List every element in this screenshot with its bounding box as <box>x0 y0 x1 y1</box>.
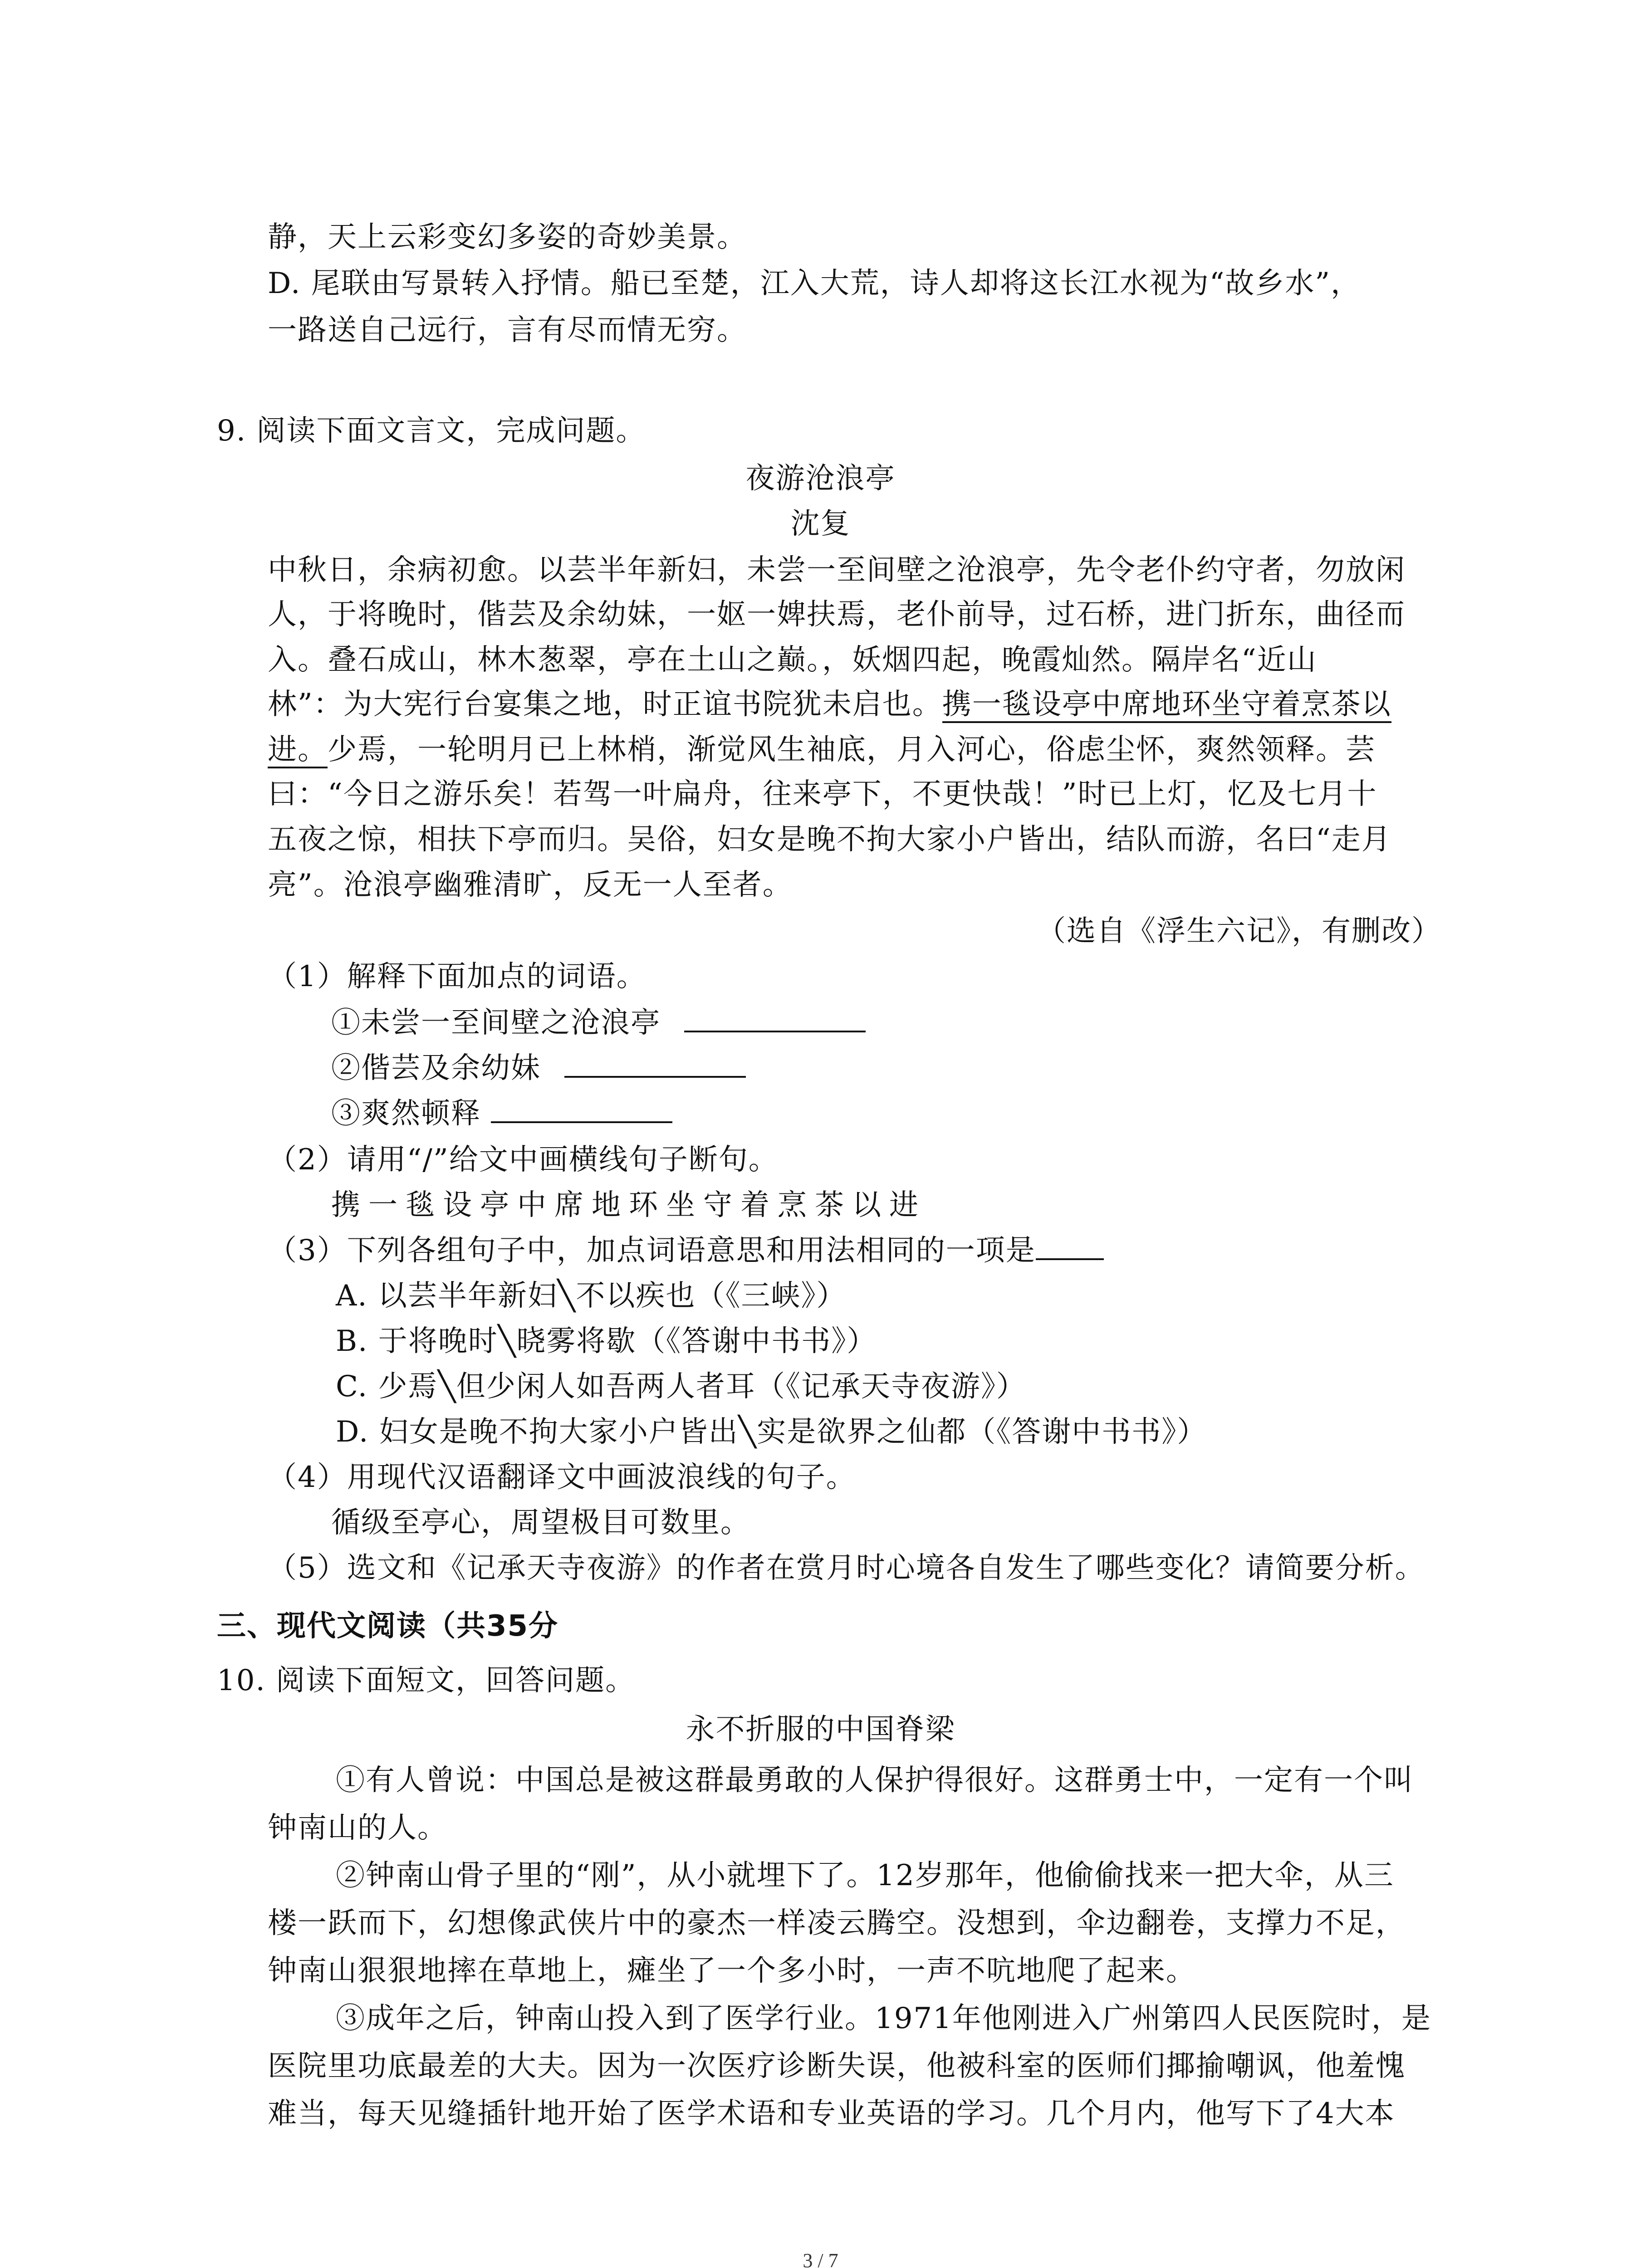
page-number: 3 / 7 <box>803 2249 838 2268</box>
choice-option: D. 妇女是晚不拘大家小户皆出╲实是欲界之仙都（《答谢中书书》） <box>336 1415 1207 1449</box>
passage-title: 夜游沧浪亭 <box>745 462 896 495</box>
item-text: ②偕芸及余幼妹 <box>331 1051 541 1085</box>
text-line: D. 尾联由写景转入抒情。船已至楚，江入大荒，诗人却将这长江水视为“故乡水”， <box>268 267 1361 300</box>
subquestion-text: （3）下列各组句子中，加点词语意思和用法相同的一项是 <box>268 1234 1036 1267</box>
choice-option: B. 于将晚时╲晓雾将歇（《答谢中书书》） <box>336 1325 877 1358</box>
section-heading: 三、现代文阅读（共35分 <box>217 1609 559 1643</box>
subquestion: （5）选文和《记承天寺夜游》的作者在赏月时心境各自发生了哪些变化？请简要分析。 <box>268 1551 1425 1585</box>
item-text: ③爽然顿释 <box>331 1097 481 1130</box>
passage-line: 入。叠石成山，林木葱翠，亭在土山之巅。，妖烟四起，晚霞灿然。隔岸名“近山 <box>268 643 1317 677</box>
question-heading: 10. 阅读下面短文，回答问题。 <box>217 1664 636 1697</box>
passage-line <box>268 729 1376 770</box>
answer-blank[interactable] <box>684 1003 866 1032</box>
passage-line: 五夜之惊，相扶下亭而归。吴俗，妇女是晚不拘大家小户皆出，结队而游，名曰“走月 <box>268 823 1391 856</box>
passage-text: 林”：为大宪行台宴集之地，时正谊书院犹未启也。 <box>268 688 942 721</box>
subquestion-item <box>331 1048 746 1089</box>
passage-source: （选自《浮生六记》，有删改） <box>1037 914 1441 948</box>
subquestion-item <box>331 1093 672 1134</box>
underlined-sentence: 携一毯设亭中席地环坐守着烹茶以 <box>942 688 1391 723</box>
text-line: 静，天上云彩变幻多姿的奇妙美景。 <box>268 220 747 254</box>
passage-line: 曰：“今日之游乐矣！若驾一叶扁舟，往来亭下，不更快哉！”时已上灯，忆及七月十 <box>268 777 1377 811</box>
text-line: 一路送自己远行，言有尽而情无穷。 <box>268 313 747 347</box>
choice-option: A. 以芸半年新妇╲不以疾也（《三峡》） <box>336 1279 847 1313</box>
passage-line: 难当，每天见缝插针地开始了医学术语和专业英语的学习。几个月内，他写下了4大本 <box>268 2097 1395 2131</box>
passage-line <box>268 684 1391 725</box>
passage-line: ②钟南山骨子里的“刚”，从小就埋下了。12岁那年，他偷偷找来一把大伞，从三 <box>336 1859 1394 1892</box>
passage-line: 亮”。沧浪亭幽雅清旷，反无一人至者。 <box>268 868 793 902</box>
question-heading: 9. 阅读下面文言文，完成问题。 <box>217 414 646 448</box>
passage-line: 医院里功底最差的大夫。因为一次医疗诊断失误，他被科室的医师们揶揄嘲讽，他羞愧 <box>268 2049 1406 2083</box>
subquestion <box>268 1230 1104 1271</box>
passage-line: 中秋日，余病初愈。以芸半年新妇，未尝一至间壁之沧浪亭，先令老仆约守者，勿放闲 <box>268 553 1406 587</box>
item-text: ①未尝一至间壁之沧浪亭 <box>331 1006 661 1040</box>
passage-author: 沈复 <box>790 507 851 541</box>
passage-line: ①有人曾说：中国总是被这群最勇敢的人保护得很好。这群勇士中，一定有一个叫 <box>336 1764 1414 1797</box>
underlined-sentence-end: 进。 <box>268 733 328 768</box>
subquestion: （1）解释下面加点的词语。 <box>268 960 647 993</box>
passage-title: 永不折服的中国脊梁 <box>686 1713 955 1746</box>
subquestion-item <box>331 1002 866 1043</box>
subquestion: （4）用现代汉语翻译文中画波浪线的句子。 <box>268 1461 856 1494</box>
answer-blank[interactable] <box>491 1094 672 1123</box>
sentence-to-translate: 循级至亭心，周望极目可数里。 <box>331 1506 750 1540</box>
answer-blank[interactable] <box>564 1049 746 1078</box>
passage-text: 少焉，一轮明月已上林梢，渐觉风生袖底，月入河心，俗虑尘怀，爽然领释。芸 <box>328 733 1376 767</box>
answer-blank[interactable] <box>1036 1231 1104 1260</box>
choice-option: C. 少焉╲但少闲人如吾两人者耳（《记承天寺夜游》） <box>336 1370 1026 1403</box>
sentence-to-punctuate: 携一毯设亭中席地环坐守着烹茶以进 <box>331 1188 926 1222</box>
passage-line: 人，于将晚时，偕芸及余幼妹，一妪一婢扶焉，老仆前导，过石桥，进门折东，曲径而 <box>268 598 1406 631</box>
passage-line: 钟南山的人。 <box>268 1811 447 1845</box>
passage-line: ③成年之后，钟南山投入到了医学行业。1971年他刚进入广州第四人民医院时，是 <box>336 2002 1431 2035</box>
passage-line: 钟南山狠狠地摔在草地上，瘫坐了一个多小时，一声不吭地爬了起来。 <box>268 1954 1196 1988</box>
subquestion: （2）请用“/”给文中画横线句子断句。 <box>268 1143 779 1177</box>
passage-line: 楼一跃而下，幻想像武侠片中的豪杰一样凌云腾空。没想到，伞边翻卷，支撑力不足， <box>268 1906 1406 1940</box>
